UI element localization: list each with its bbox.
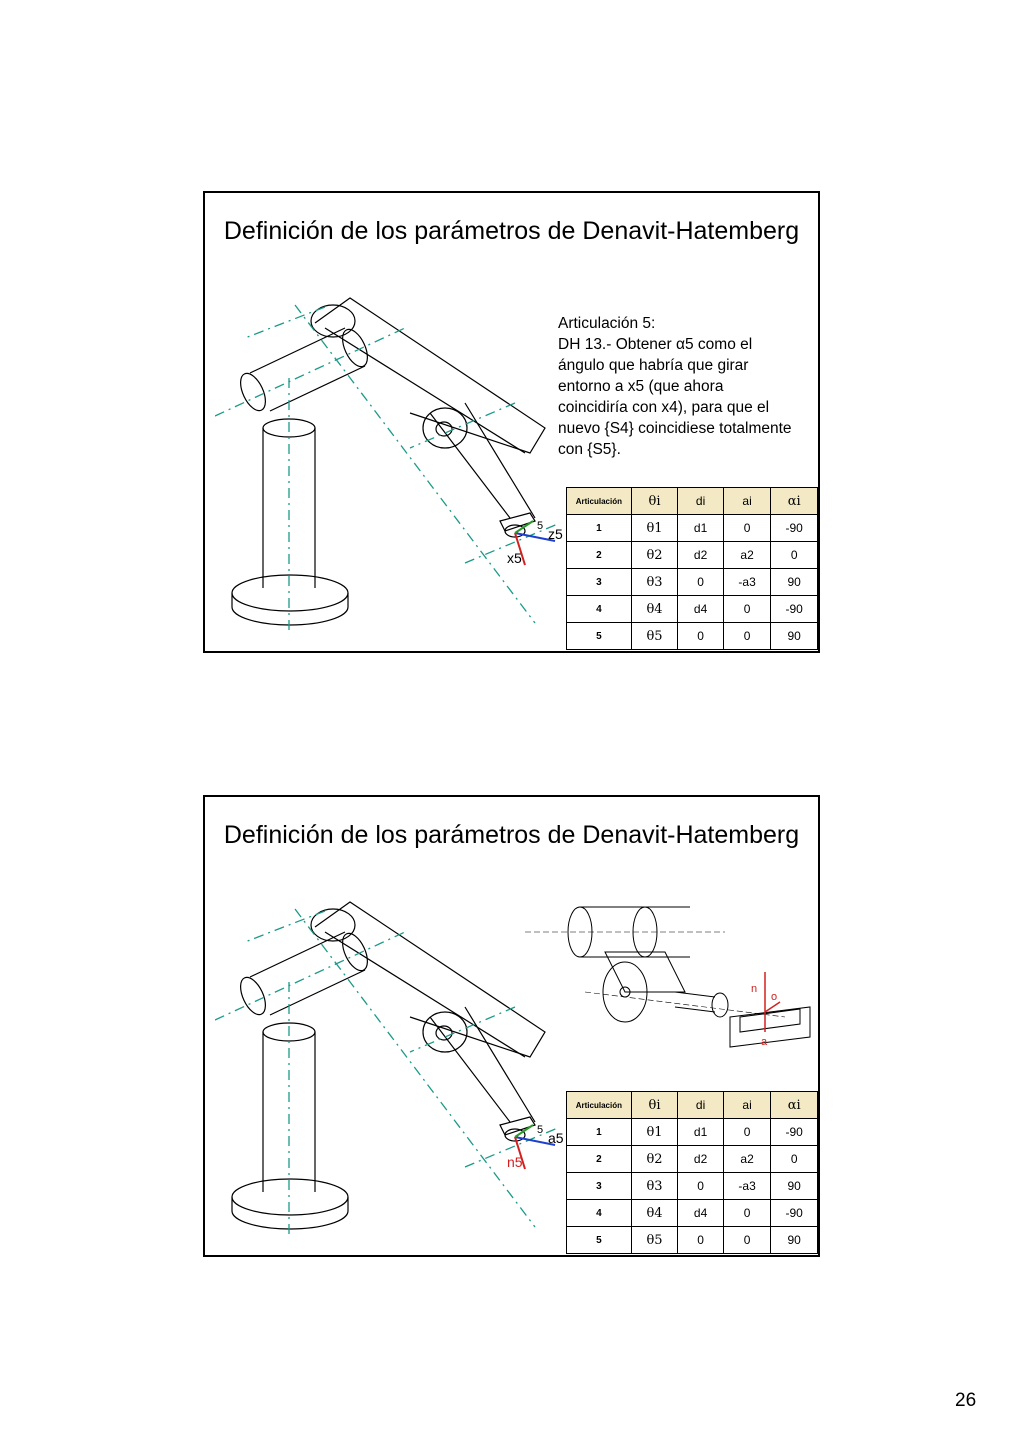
slide-title: Definición de los parámetros de Denavit-Hatemberg xyxy=(223,217,800,245)
table-cell: 5 xyxy=(567,623,632,650)
table-cell: θ1 xyxy=(631,515,678,542)
table-cell: 3 xyxy=(567,569,632,596)
table-cell: θ2 xyxy=(631,542,678,569)
z5-axis-label: z5 xyxy=(548,526,563,542)
table-cell: 90 xyxy=(771,1173,818,1200)
table-cell: d4 xyxy=(678,596,724,623)
table-row xyxy=(567,623,818,650)
table-cell: 90 xyxy=(771,569,818,596)
table-cell: a2 xyxy=(723,542,771,569)
table-cell: 90 xyxy=(771,1227,818,1254)
table-cell: θ5 xyxy=(631,1227,678,1254)
table-cell: d4 xyxy=(678,1200,724,1227)
table-cell: 2 xyxy=(567,1146,632,1173)
dh-parameter-table xyxy=(566,1091,818,1254)
table-cell: d1 xyxy=(678,1119,724,1146)
table-cell: 0 xyxy=(771,1146,818,1173)
table-cell: 0 xyxy=(678,569,724,596)
table-row xyxy=(567,1146,818,1173)
table-cell: 5 xyxy=(567,1227,632,1254)
table-row xyxy=(567,515,818,542)
table-cell: -90 xyxy=(771,515,818,542)
gripper-a-label: a xyxy=(761,1036,768,1048)
table-cell: d1 xyxy=(678,515,724,542)
table-header-row xyxy=(567,488,818,515)
n5-axis-label: n5 xyxy=(507,1154,523,1170)
gripper-n-label: n xyxy=(751,983,758,995)
table-cell: d2 xyxy=(678,542,724,569)
header-a: ai xyxy=(723,488,771,515)
slide-title: Definición de los parámetros de Denavit-Hatemberg xyxy=(223,821,800,849)
table-cell: 2 xyxy=(567,542,632,569)
table-cell: θ3 xyxy=(631,1173,678,1200)
table-cell: 0 xyxy=(723,596,771,623)
table-cell: -a3 xyxy=(723,569,771,596)
table-row xyxy=(567,542,818,569)
table-cell: 0 xyxy=(723,1200,771,1227)
table-cell: a2 xyxy=(723,1146,771,1173)
table-header-row xyxy=(567,1092,818,1119)
header-theta: θi xyxy=(631,1092,678,1119)
gripper-o-label: o xyxy=(771,991,778,1003)
table-cell: θ4 xyxy=(631,1200,678,1227)
table-cell: 1 xyxy=(567,1119,632,1146)
table-cell: 0 xyxy=(723,1119,771,1146)
table-cell: -90 xyxy=(771,1200,818,1227)
header-articulacion: Articulación xyxy=(567,488,632,515)
a5-axis-label: a5 xyxy=(548,1130,564,1146)
table-cell: θ3 xyxy=(631,569,678,596)
table-cell: -a3 xyxy=(723,1173,771,1200)
page-number: 26 xyxy=(955,1390,977,1411)
table-cell: θ4 xyxy=(631,596,678,623)
header-alpha: αi xyxy=(771,488,818,515)
table-cell: 0 xyxy=(678,1227,724,1254)
table-row xyxy=(567,1200,818,1227)
y5-axis-label: 5 xyxy=(537,1124,544,1136)
table-cell: -90 xyxy=(771,1119,818,1146)
description-line: coincidiría con x4), para que el xyxy=(558,399,770,416)
table-row xyxy=(567,596,818,623)
table-cell: 4 xyxy=(567,1200,632,1227)
table-cell: 4 xyxy=(567,596,632,623)
table-row xyxy=(567,569,818,596)
header-theta: θi xyxy=(631,488,678,515)
table-cell: 0 xyxy=(771,542,818,569)
description-text xyxy=(558,313,820,460)
description-line: DH 13.- Obtener α5 como el xyxy=(558,336,753,353)
table-row xyxy=(567,1227,818,1254)
description-line: ángulo que habría que girar xyxy=(558,357,749,374)
table-cell: 0 xyxy=(723,515,771,542)
slide-1 xyxy=(203,191,820,653)
y5-axis-label: 5 xyxy=(537,520,544,532)
header-alpha: αi xyxy=(771,1092,818,1119)
description-line: entorno a x5 (que ahora xyxy=(558,378,724,395)
table-cell: θ2 xyxy=(631,1146,678,1173)
description-line: con {S5}. xyxy=(558,441,621,458)
table-cell: 3 xyxy=(567,1173,632,1200)
description-line: nuevo {S4} coincidiese totalmente xyxy=(558,420,792,437)
table-cell: θ1 xyxy=(631,1119,678,1146)
table-cell: 1 xyxy=(567,515,632,542)
table-row xyxy=(567,1119,818,1146)
dh-parameter-table xyxy=(566,487,818,650)
header-d: di xyxy=(678,1092,724,1119)
table-cell: 0 xyxy=(723,623,771,650)
description-line: Articulación 5: xyxy=(558,315,656,332)
wrist-mechanism-diagram xyxy=(525,897,815,1067)
table-row xyxy=(567,1173,818,1200)
table-cell: d2 xyxy=(678,1146,724,1173)
x5-axis-label: x5 xyxy=(507,550,522,566)
table-cell: 0 xyxy=(723,1227,771,1254)
table-cell: 0 xyxy=(678,623,724,650)
slide-2 xyxy=(203,795,820,1257)
header-a: ai xyxy=(723,1092,771,1119)
robot-arm-diagram xyxy=(215,293,580,653)
table-cell: 0 xyxy=(678,1173,724,1200)
table-cell: 90 xyxy=(771,623,818,650)
table-cell: θ5 xyxy=(631,623,678,650)
header-d: di xyxy=(678,488,724,515)
header-articulacion: Articulación xyxy=(567,1092,632,1119)
table-cell: -90 xyxy=(771,596,818,623)
